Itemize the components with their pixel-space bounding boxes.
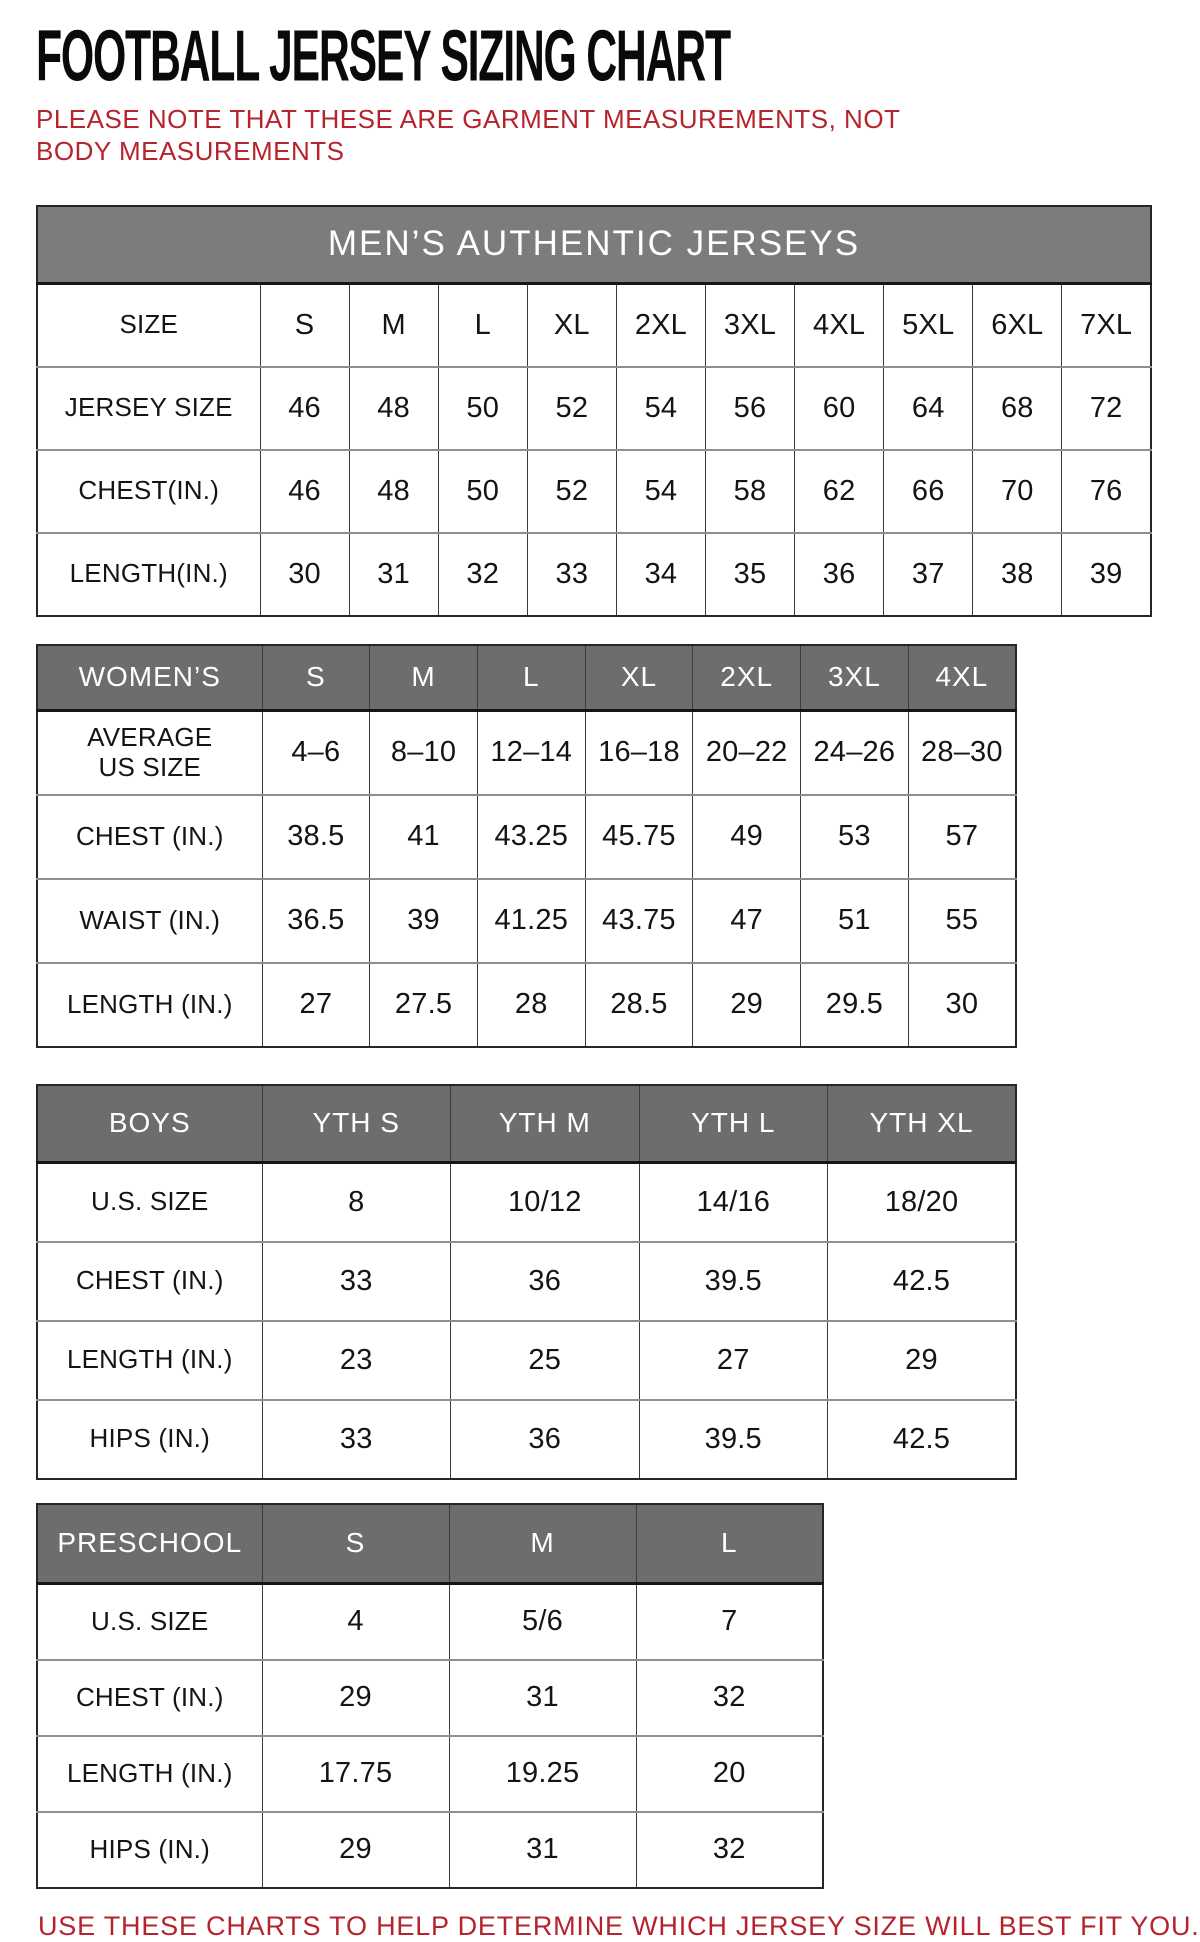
preschool-row-label: LENGTH (IN.) (37, 1736, 262, 1812)
womens-value-cell: 4–6 (262, 711, 370, 795)
mens-table-row (37, 367, 1151, 450)
mens-value-cell: 76 (1062, 450, 1151, 533)
womens-row-label: WAIST (IN.) (37, 879, 262, 963)
boys-table-row (37, 1163, 1016, 1242)
preschool-table-row (37, 1736, 823, 1812)
womens-value-cell: 41.25 (477, 879, 585, 963)
mens-value-cell: 38 (973, 533, 1062, 616)
mens-value-cell: 46 (260, 450, 349, 533)
mens-value-cell: 66 (884, 450, 973, 533)
boys-value-cell: 14/16 (639, 1163, 828, 1242)
preschool-value-cell: 5/6 (449, 1584, 636, 1660)
womens-size-header-cell: M (370, 645, 478, 711)
mens-value-cell: 54 (616, 450, 705, 533)
womens-header-row (37, 645, 1016, 711)
boys-row-label: U.S. SIZE (37, 1163, 262, 1242)
mens-value-cell: 54 (616, 367, 705, 450)
mens-banner-title: MEN’S AUTHENTIC JERSEYS (37, 206, 1151, 284)
womens-value-cell: 45.75 (585, 795, 693, 879)
preschool-size-header-cell: M (449, 1504, 636, 1584)
mens-value-cell: 35 (705, 533, 794, 616)
mens-value-cell: 4XL (795, 284, 884, 367)
mens-value-cell: 32 (438, 533, 527, 616)
preschool-header-label: PRESCHOOL (37, 1504, 262, 1584)
womens-value-cell: 39 (370, 879, 478, 963)
preschool-row-label: HIPS (IN.) (37, 1812, 262, 1888)
womens-size-header-cell: 4XL (908, 645, 1016, 711)
womens-value-cell: 30 (908, 963, 1016, 1047)
mens-value-cell: 48 (349, 450, 438, 533)
boys-value-cell: 33 (262, 1242, 451, 1321)
boys-value-cell: 42.5 (828, 1400, 1017, 1479)
womens-size-header-cell: 2XL (693, 645, 801, 711)
mens-value-cell: 30 (260, 533, 349, 616)
preschool-header-row (37, 1504, 823, 1584)
womens-table-row (37, 711, 1016, 795)
preschool-value-cell: 17.75 (262, 1736, 449, 1812)
tables-container (36, 205, 1160, 1889)
womens-value-cell: 29.5 (801, 963, 909, 1047)
mens-value-cell: L (438, 284, 527, 367)
boys-value-cell: 39.5 (639, 1400, 828, 1479)
footer-note: USE THESE CHARTS TO HELP DETERMINE WHICH JERSEY SIZE WILL BEST FIT YOU. (38, 1910, 1200, 1941)
womens-value-cell: 55 (908, 879, 1016, 963)
womens-value-cell: 27.5 (370, 963, 478, 1047)
preschool-value-cell: 7 (636, 1584, 823, 1660)
mens-value-cell: 52 (527, 450, 616, 533)
preschool-value-cell: 31 (449, 1812, 636, 1888)
preschool-value-cell: 29 (262, 1812, 449, 1888)
preschool-table-row (37, 1812, 823, 1888)
womens-value-cell: 28–30 (908, 711, 1016, 795)
mens-row-label: SIZE (37, 284, 260, 367)
boys-value-cell: 18/20 (828, 1163, 1017, 1242)
womens-row-label: LENGTH (IN.) (37, 963, 262, 1047)
preschool-value-cell: 20 (636, 1736, 823, 1812)
womens-value-cell: 38.5 (262, 795, 370, 879)
mens-value-cell: 39 (1062, 533, 1151, 616)
mens-value-cell: 52 (527, 367, 616, 450)
mens-value-cell: 68 (973, 367, 1062, 450)
boys-value-cell: 8 (262, 1163, 451, 1242)
mens-value-cell: 5XL (884, 284, 973, 367)
mens-value-cell: 60 (795, 367, 884, 450)
page-title: FOOTBALL JERSEY SIZING CHART (36, 15, 730, 97)
womens-value-cell: 24–26 (801, 711, 909, 795)
mens-value-cell: 7XL (1062, 284, 1151, 367)
womens-table-row (37, 795, 1016, 879)
womens-size-header-cell: XL (585, 645, 693, 711)
mens-size-table (36, 205, 1152, 617)
boys-value-cell: 27 (639, 1321, 828, 1400)
mens-value-cell: M (349, 284, 438, 367)
womens-row-label: CHEST (IN.) (37, 795, 262, 879)
preschool-value-cell: 31 (449, 1660, 636, 1736)
mens-value-cell: 3XL (705, 284, 794, 367)
boys-table-row (37, 1321, 1016, 1400)
womens-value-cell: 43.25 (477, 795, 585, 879)
womens-value-cell: 8–10 (370, 711, 478, 795)
womens-value-cell: 53 (801, 795, 909, 879)
mens-value-cell: 48 (349, 367, 438, 450)
mens-table-row (37, 533, 1151, 616)
mens-value-cell: 46 (260, 367, 349, 450)
womens-value-cell: 27 (262, 963, 370, 1047)
mens-value-cell: 36 (795, 533, 884, 616)
womens-value-cell: 41 (370, 795, 478, 879)
boys-row-label: LENGTH (IN.) (37, 1321, 262, 1400)
womens-value-cell: 47 (693, 879, 801, 963)
mens-row-label: LENGTH(IN.) (37, 533, 260, 616)
womens-size-table (36, 644, 1017, 1048)
boys-value-cell: 42.5 (828, 1242, 1017, 1321)
mens-value-cell: 6XL (973, 284, 1062, 367)
womens-value-cell: 36.5 (262, 879, 370, 963)
mens-value-cell: 58 (705, 450, 794, 533)
mens-value-cell: 70 (973, 450, 1062, 533)
mens-value-cell: 2XL (616, 284, 705, 367)
womens-value-cell: 43.75 (585, 879, 693, 963)
preschool-table-row (37, 1660, 823, 1736)
mens-value-cell: 62 (795, 450, 884, 533)
womens-header-label: WOMEN’S (37, 645, 262, 711)
womens-value-cell: 16–18 (585, 711, 693, 795)
mens-value-cell: 50 (438, 367, 527, 450)
boys-size-header-cell: YTH S (262, 1085, 451, 1163)
boys-header-row (37, 1085, 1016, 1163)
mens-value-cell: 56 (705, 367, 794, 450)
garment-measurements-note: PLEASE NOTE THAT THESE ARE GARMENT MEASUREMENTS, NOT BODY MEASUREMENTS (36, 103, 900, 167)
preschool-value-cell: 29 (262, 1660, 449, 1736)
boys-row-label: HIPS (IN.) (37, 1400, 262, 1479)
mens-value-cell: XL (527, 284, 616, 367)
mens-table-row (37, 450, 1151, 533)
womens-value-cell: 29 (693, 963, 801, 1047)
womens-value-cell: 28.5 (585, 963, 693, 1047)
boys-value-cell: 10/12 (451, 1163, 640, 1242)
boys-value-cell: 25 (451, 1321, 640, 1400)
mens-value-cell: 72 (1062, 367, 1151, 450)
preschool-row-label: U.S. SIZE (37, 1584, 262, 1660)
womens-value-cell: 28 (477, 963, 585, 1047)
mens-value-cell: 34 (616, 533, 705, 616)
mens-row-label: CHEST(IN.) (37, 450, 260, 533)
boys-row-label: CHEST (IN.) (37, 1242, 262, 1321)
mens-value-cell: 50 (438, 450, 527, 533)
preschool-value-cell: 32 (636, 1812, 823, 1888)
mens-banner-row (37, 206, 1151, 284)
boys-value-cell: 29 (828, 1321, 1017, 1400)
boys-size-table (36, 1084, 1017, 1480)
womens-value-cell: 12–14 (477, 711, 585, 795)
womens-size-header-cell: L (477, 645, 585, 711)
preschool-size-header-cell: S (262, 1504, 449, 1584)
mens-value-cell: S (260, 284, 349, 367)
mens-value-cell: 31 (349, 533, 438, 616)
womens-value-cell: 49 (693, 795, 801, 879)
boys-size-header-cell: YTH L (639, 1085, 828, 1163)
preschool-size-table (36, 1503, 824, 1889)
mens-row-label: JERSEY SIZE (37, 367, 260, 450)
boys-size-header-cell: YTH M (451, 1085, 640, 1163)
boys-value-cell: 36 (451, 1400, 640, 1479)
preschool-size-header-cell: L (636, 1504, 823, 1584)
preschool-row-label: CHEST (IN.) (37, 1660, 262, 1736)
mens-value-cell: 37 (884, 533, 973, 616)
preschool-value-cell: 4 (262, 1584, 449, 1660)
mens-value-cell: 33 (527, 533, 616, 616)
boys-table-row (37, 1400, 1016, 1479)
boys-value-cell: 39.5 (639, 1242, 828, 1321)
preschool-value-cell: 32 (636, 1660, 823, 1736)
boys-size-header-cell: YTH XL (828, 1085, 1017, 1163)
mens-table-row (37, 284, 1151, 367)
womens-size-header-cell: S (262, 645, 370, 711)
boys-header-label: BOYS (37, 1085, 262, 1163)
boys-value-cell: 33 (262, 1400, 451, 1479)
womens-value-cell: 51 (801, 879, 909, 963)
boys-table-row (37, 1242, 1016, 1321)
womens-table-row (37, 963, 1016, 1047)
womens-size-header-cell: 3XL (801, 645, 909, 711)
womens-value-cell: 20–22 (693, 711, 801, 795)
preschool-table-row (37, 1584, 823, 1660)
preschool-value-cell: 19.25 (449, 1736, 636, 1812)
womens-row-label: AVERAGE US SIZE (37, 711, 262, 795)
boys-value-cell: 23 (262, 1321, 451, 1400)
mens-value-cell: 64 (884, 367, 973, 450)
womens-table-row (37, 879, 1016, 963)
boys-value-cell: 36 (451, 1242, 640, 1321)
womens-value-cell: 57 (908, 795, 1016, 879)
